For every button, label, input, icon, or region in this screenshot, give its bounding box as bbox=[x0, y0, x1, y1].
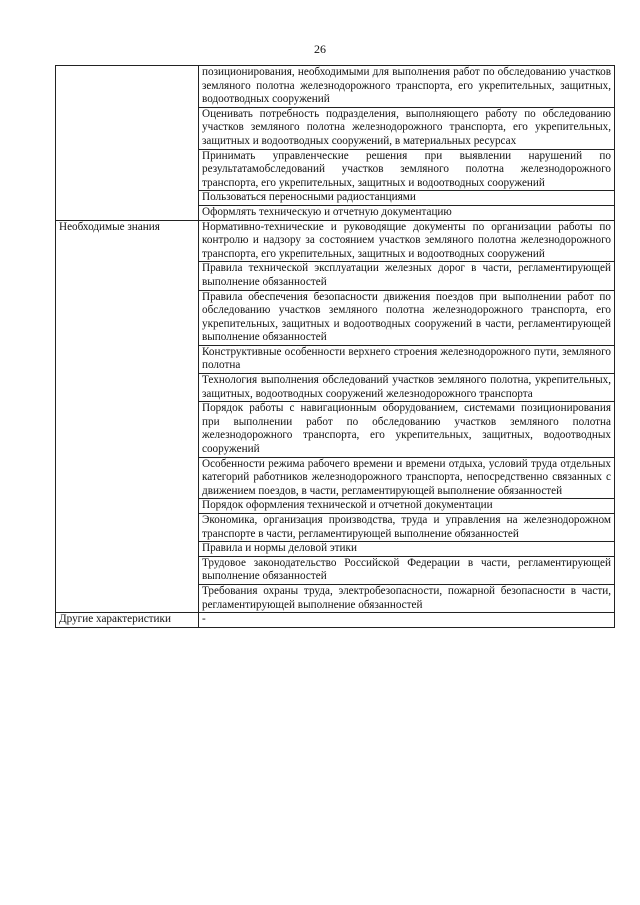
knowledge-item: Особенности режима рабочего времени и времени отдыха, условий труда отдельных категорий работников железнодорожного транспорта, непосредственно связанных с движением поездов, в части, регламентирующей выполнение обязанностей bbox=[199, 457, 615, 499]
competency-table bbox=[55, 65, 615, 628]
table-row bbox=[56, 66, 615, 108]
knowledge-item: Порядок оформления технической и отчетной документации bbox=[199, 499, 615, 514]
table-row bbox=[56, 613, 615, 628]
knowledge-item: Требования охраны труда, электробезопасности, пожарной безопасности в части, регламентирующей выполнение обязанностей bbox=[199, 584, 615, 612]
skill-item: позиционирования, необходимыми для выполнения работ по обследованию участков земляного полотна железнодорожного транспорта, его укрепительных, защитных, водоотводных сооружений bbox=[199, 66, 615, 108]
knowledge-item: Правила и нормы деловой этики bbox=[199, 542, 615, 557]
knowledge-item: Правила технической эксплуатации железных дорог в части, регламентирующей выполнение обязанностей bbox=[199, 262, 615, 290]
other-characteristics-value: - bbox=[199, 613, 615, 628]
skill-item: Оформлять техническую и отчетную документацию bbox=[199, 205, 615, 220]
knowledge-item: Правила обеспечения безопасности движения поездов при выполнении работ по обследованию участков земляного полотна железнодорожного транспорта, его укрепительных, защитных и водоотводных сооружений в части, регламентирующей выполнение обязанностей bbox=[199, 290, 615, 345]
knowledge-item: Технология выполнения обследований участков земляного полотна, укрепительных, защитных, водоотводных сооружений железнодорожного транспорта bbox=[199, 374, 615, 402]
table-row bbox=[56, 220, 615, 262]
knowledge-item: Трудовое законодательство Российской Федерации в части, регламентирующей выполнение обязанностей bbox=[199, 556, 615, 584]
skills-label-cell bbox=[56, 66, 199, 221]
knowledge-item: Нормативно-технические и руководящие документы по организации работы по контролю и надзору за состоянием участков земляного полотна железнодорожного транспорта, его укрепительных, защитных и водоотводных сооружений bbox=[199, 220, 615, 262]
page-number: 26 bbox=[314, 42, 326, 56]
skill-item: Пользоваться переносными радиостанциями bbox=[199, 191, 615, 206]
knowledge-item: Конструктивные особенности верхнего строения железнодорожного пути, земляного полотна bbox=[199, 345, 615, 373]
skill-item: Оценивать потребность подразделения, выполняющего работу по обследованию участков земляного полотна железнодорожного транспорта, его укрепительных, защитных и водоотводных сооружений, в материальных ресурсах bbox=[199, 107, 615, 149]
knowledge-label: Необходимые знания bbox=[56, 220, 199, 613]
knowledge-item: Порядок работы с навигационным оборудованием, системами позиционирования при выполнении работ по обследованию участков земляного полотна железнодорожного транспорта, его укрепительных, защитных, водоотводных сооружений bbox=[199, 402, 615, 457]
other-characteristics-label: Другие характеристики bbox=[56, 613, 199, 628]
skill-item: Принимать управленческие решения при выявлении нарушений по результатамобследований участков земляного полотна железнодорожного транспорта, его укрепительных, защитных и водоотводных сооружений bbox=[199, 149, 615, 191]
knowledge-item: Экономика, организация производства, труда и управления на железнодорожном транспорте в части, регламентирующей выполнение обязанностей bbox=[199, 514, 615, 542]
